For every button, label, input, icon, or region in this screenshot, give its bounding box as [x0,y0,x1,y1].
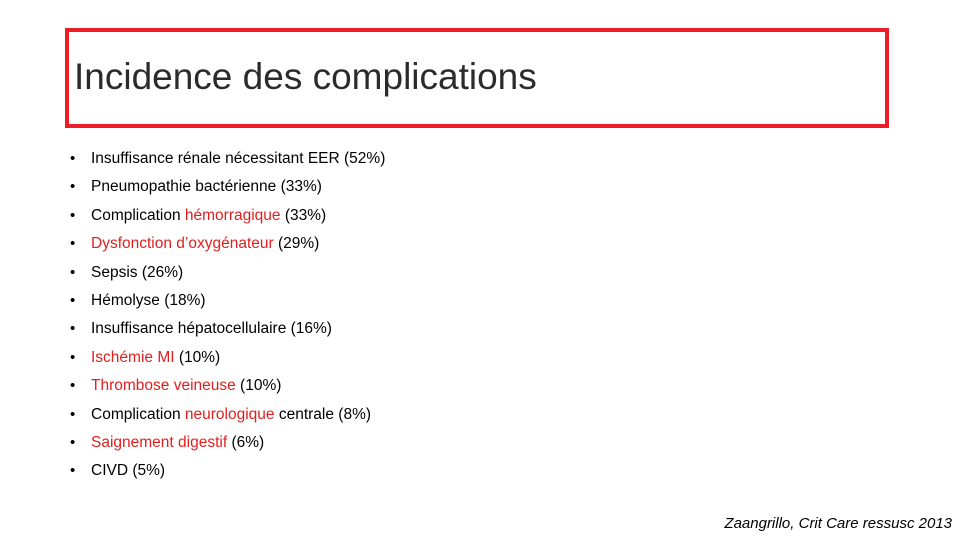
citation: Zaangrillo, Crit Care ressusc 2013 [724,515,952,532]
highlighted-term: Saignement digestif [91,433,228,451]
list-item-text [91,372,281,400]
list-item-text [91,401,371,429]
text-segment: (33%) [280,206,327,224]
slide-title: Incidence des complications [74,56,537,97]
text-segment: Complication [91,206,185,224]
bullet-icon: • [70,320,76,338]
bullet-icon: • [70,433,76,451]
list-item-text [91,457,165,485]
list-item-text [91,315,332,343]
list-item-text [91,202,326,230]
text-segment: CIVD (5%) [91,462,166,480]
highlighted-term: hémorragique [184,206,281,224]
highlighted-term: neurologique [184,405,275,423]
bullet-icon: • [70,377,76,395]
text-segment: Insuffisance rénale nécessitant EER (52%) [91,150,386,167]
bullet-icon: • [70,150,76,167]
bullet-icon: • [70,206,76,224]
text-segment: (29%) [273,235,320,253]
list-item-text [91,287,206,315]
highlighted-term: Ischémie MI [91,348,175,366]
bullet-icon: • [70,462,76,480]
text-segment: (10%) [235,377,282,395]
text-segment: Hémolyse (18%) [91,291,206,309]
text-segment: Pneumopathie bactérienne (33%) [91,178,322,196]
text-segment: Complication [91,405,185,423]
highlighted-term: Dysfonction d’oxygénateur [91,235,274,253]
text-segment: centrale (8%) [274,405,372,423]
bullet-icon: • [70,178,76,196]
bullet-icon: • [70,263,76,281]
bullet-icon: • [70,291,76,309]
list-item-text [91,429,264,457]
bullet-icon: • [70,348,76,366]
list-item-text [91,173,322,201]
highlighted-term: Thrombose veineuse [91,377,236,395]
list-item-text [91,145,385,173]
list-item-text [91,344,220,372]
text-segment: Sepsis (26%) [91,263,184,281]
text-segment: (10%) [174,348,221,366]
text-segment: (6%) [227,433,265,451]
bullet-icon: • [70,235,76,253]
text-segment: Insuffisance hépatocellulaire (16%) [91,320,332,338]
bullet-icon: • [70,405,76,423]
list-item-text [91,230,319,258]
list-item-text [91,259,183,287]
